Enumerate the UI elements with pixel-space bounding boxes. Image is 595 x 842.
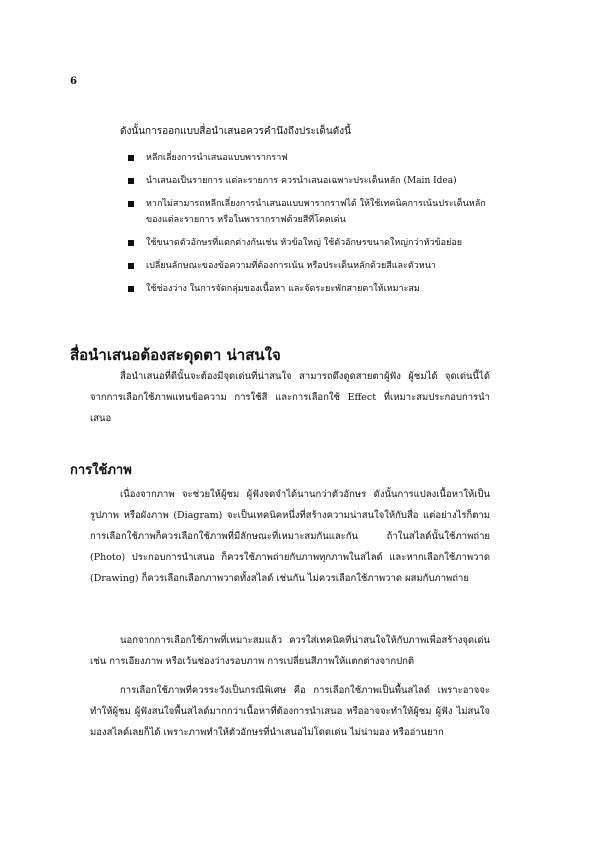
- bullet-item: เปลี่ยนลักษณะของข้อความที่ต้องการเน้น หรือประเด็นหลักด้วยสีและตัวหนา: [128, 258, 498, 274]
- section-heading-eye-catching: สื่อนำเสนอต้องสะดุดตา น่าสนใจ: [70, 346, 281, 364]
- paragraph-eye-catching: สื่อนำเสนอที่ดีนั้นจะต้องมีจุดเด่นที่น่าสนใจ สามารถดึงดูดสายตาผู้ฟัง ผู้ชมได้ จุดเด่นนี้ได้จากการเลือกใช้ภาพแทนข้อความ การใช้สี และการเลือกใช้ Effect ที่เหมาะสมประกอบการนำเสนอ: [90, 371, 490, 424]
- paragraph-images-1: เนื่องจากภาพ จะช่วยให้ผู้ชม ผู้ฟังจดจำได้นานกว่าตัวอักษร ดังนั้นการแปลงเนื้อหาให้เป็นรูปภาพ หรือผังภาพ (Diagram) จะเป็นเทคนิคหนึ่งที่สร้างความน่าสนใจให้กับสื่อ แต่อย่างไรก็ตามการเลือกใช้ภาพก็ควรเลือกใช้ภาพที่มีลักษณะที่เหมาะสมกันและกัน ถ้าในสไลด์นั้นใช้ภาพถ่าย (Photo) ประกอบการนำเสนอ ก็ควรใช้ภาพถ่ายกับภาพทุกภาพในสไลด์ และหากเลือกใช้ภาพวาด (Drawing) ก็ควรเลือกเลือกภาพวาดทั้งสไลด์ เช่นกัน ไม่ควรเลือกใช้ภาพวาด ผสมกับภาพถ่าย: [90, 489, 490, 584]
- bullet-item: ใช้ช่องว่าง ในการจัดกลุ่มของเนื้อหา และจัดระยะพักสายตาให้เหมาะสม: [128, 281, 498, 297]
- intro-text: ดังนั้นการออกแบบสื่อนำเสนอควรคำนึงถึงประเด็นดังนี้: [120, 126, 351, 137]
- paragraph-images-2: นอกจากการเลือกใช้ภาพที่เหมาะสมแล้ว ควรใส่เทคนิคที่น่าสนใจให้กับภาพเพื่อสร้างจุดเด่น เช่น การเอียงภาพ หรือเว้นช่องว่างรอบภาพ การเปลี่ยนสีภาพให้แตกต่างจากปกติ: [90, 635, 490, 667]
- paragraph-images-3: การเลือกใช้ภาพที่ควรระวังเป็นกรณีพิเศษ คือ การเลือกใช้ภาพเป็นพื้นสไลด์ เพราะอาจจะทำให้ผู้ชม ผู้ฟังสนใจพื้นสไลด์มากกว่าเนื้อหาที่ต้องการนำเสนอ หรืออาจจะทำให้ผู้ชม ผู้ฟัง ไม่สนใจมองสไลด์เลยก็ได้ เพราะภาพทำให้ตัวอักษรที่นำเสนอไม่โดดเด่น ไม่น่ามอง หรืออ่านยาก: [90, 685, 490, 738]
- bullet-item: นำเสนอเป็นรายการ แต่ละรายการ ควรนำเสนอเฉพาะประเด็นหลัก (Main Idea): [128, 173, 498, 189]
- bullet-item: ใช้ขนาดตัวอักษรที่แตกต่างกันเช่น หัวข้อใหญ่ ใช้ตัวอักษรขนาดใหญ่กว่าหัวข้อย่อย: [128, 235, 498, 251]
- page-number: 6: [70, 76, 77, 87]
- bullet-list: [128, 150, 498, 304]
- bullet-item: หลีกเลี่ยงการนำเสนอแบบพารากราฟ: [128, 150, 498, 166]
- section-heading-using-images: การใช้ภาพ: [70, 463, 132, 478]
- bullet-item: หากไม่สามารถหลีกเลี่ยงการนำเสนอแบบพารากราฟได้ ให้ใช้เทคนิคการเน้นประเด็นหลักของแต่ละรายการ หรือในพารากราฟด้วยสีที่โดดเด่น: [128, 196, 498, 228]
